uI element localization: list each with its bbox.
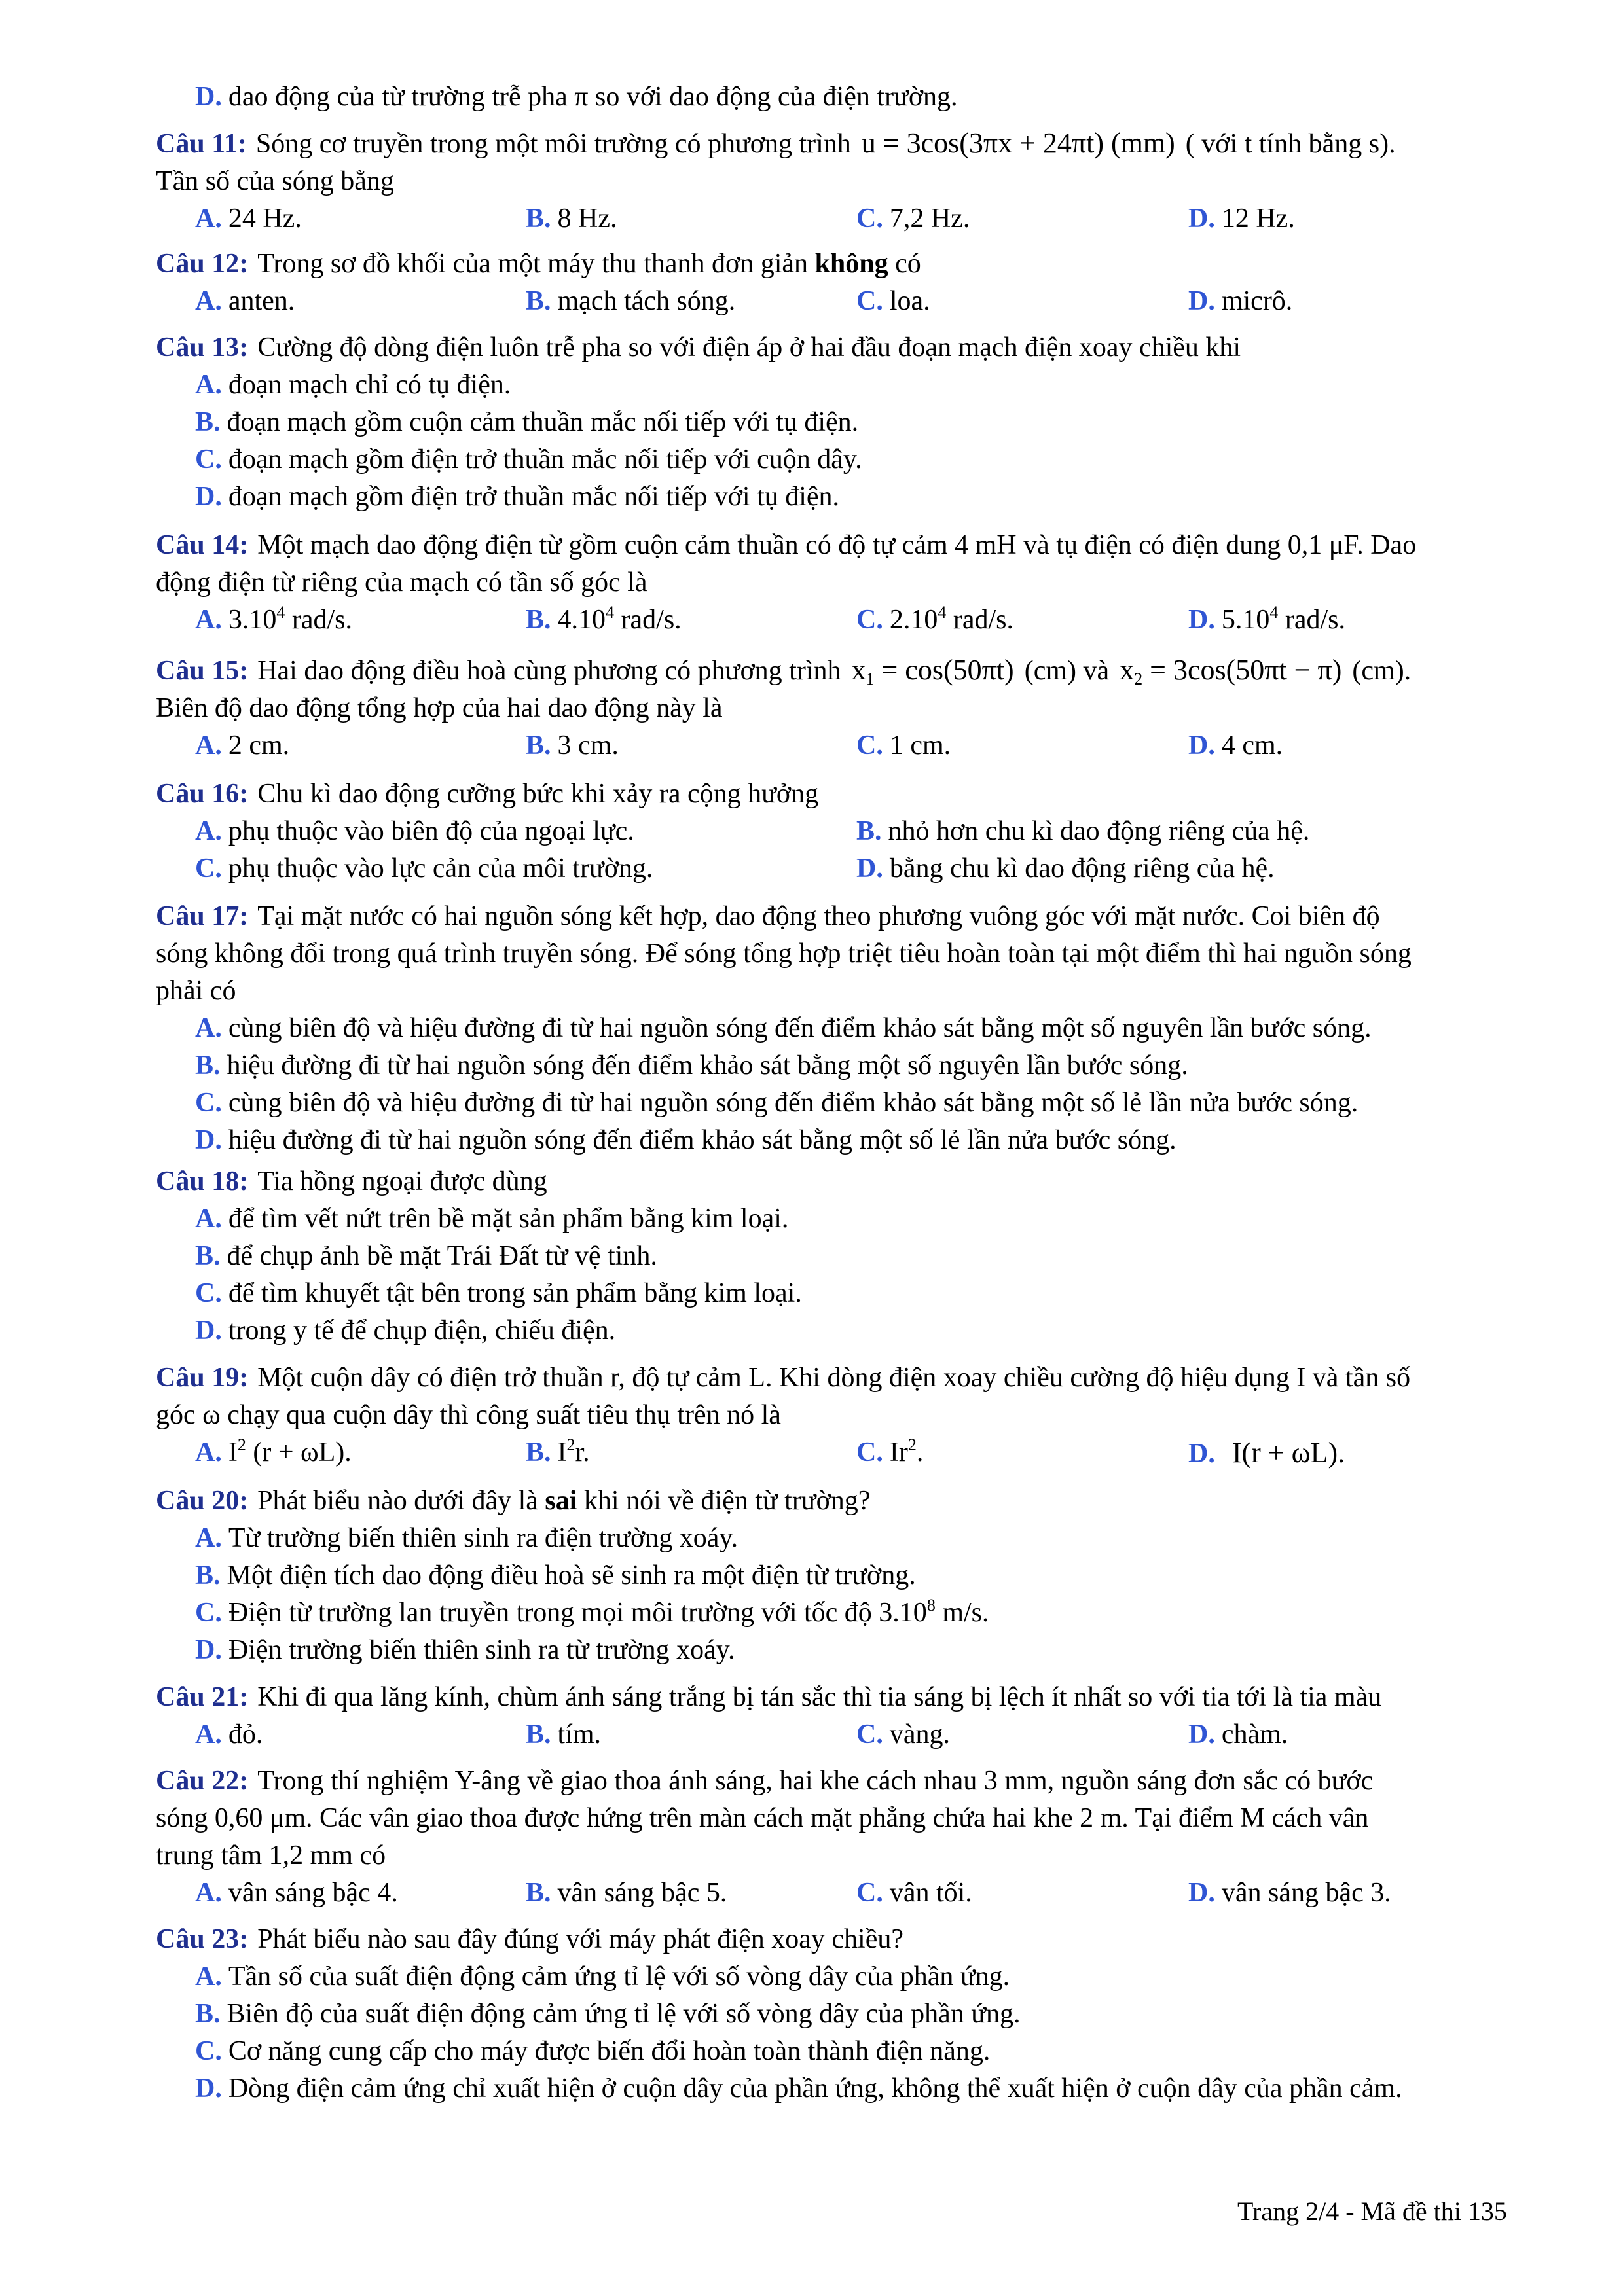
option-a	[195, 813, 634, 850]
options-row	[156, 813, 1554, 850]
text: 4	[938, 603, 947, 622]
text: A.	[195, 370, 222, 400]
question-number: Câu 16:	[156, 779, 249, 809]
text: đỏ.	[228, 1719, 263, 1749]
option-b	[526, 1874, 727, 1912]
text: C.	[856, 1878, 883, 1908]
question-number: Câu 11:	[156, 129, 247, 159]
option-d	[1188, 727, 1283, 764]
text: 4	[606, 603, 615, 622]
option-c	[156, 1085, 1554, 1122]
text: Hai dao động điều hoà cùng phương có phương trình	[257, 656, 841, 686]
question-12	[156, 245, 1554, 320]
option-b	[526, 283, 735, 320]
question-13	[156, 329, 1554, 516]
option-a	[195, 283, 295, 320]
question-text	[156, 245, 1554, 283]
text: ( với t tính bằng s).	[1185, 129, 1396, 159]
option-c	[856, 727, 951, 764]
text: bằng chu kì dao động riêng của hệ.	[889, 853, 1275, 884]
text: chàm.	[1221, 1719, 1288, 1749]
option-d	[1188, 1874, 1391, 1912]
option-c	[156, 1275, 1554, 1312]
text: B.	[526, 1437, 551, 1467]
text: động điện từ riêng của mạch có tần số góc là	[156, 567, 647, 598]
options-row	[156, 850, 1554, 888]
text: 4 cm.	[1221, 730, 1283, 761]
text: A.	[195, 1437, 222, 1467]
option-a	[195, 727, 289, 764]
text: để chụp ảnh bề mặt Trái Đất từ vệ tinh.	[227, 1241, 657, 1271]
text: Phát biểu nào dưới đây là	[257, 1486, 538, 1516]
text: C.	[195, 444, 222, 475]
text: vàng.	[889, 1719, 950, 1749]
text: B.	[526, 1878, 551, 1908]
text: đoạn mạch gồm cuộn cảm thuần mắc nối tiếp với tụ điện.	[227, 407, 859, 437]
question-text	[156, 124, 1554, 200]
question-number: Câu 21:	[156, 1682, 249, 1712]
text: m/s.	[935, 1598, 989, 1628]
text: C.	[856, 286, 883, 316]
text: trung tâm 1,2 mm có	[156, 1840, 386, 1871]
text: x	[1120, 654, 1135, 686]
text: B.	[526, 605, 551, 635]
formula-x2	[1109, 654, 1352, 689]
option-c	[156, 441, 1554, 478]
option-c	[156, 1594, 1554, 1632]
text: khi nói về điện từ trường?	[583, 1486, 871, 1516]
option-b	[156, 1557, 1554, 1594]
text: Dòng điện cảm ứng chỉ xuất hiện ở cuộn dây của phần ứng, không thể xuất hiện ở cuộn dây của phần cảm.	[228, 2073, 1402, 2104]
question-21	[156, 1679, 1554, 1753]
text: C.	[856, 1437, 883, 1467]
text: Khi đi qua lăng kính, chùm ánh sáng trắng bị tán sắc thì tia sáng bị lệch ít nhất so với tia tới là tia màu	[257, 1682, 1382, 1712]
option-a	[195, 601, 352, 639]
text: 12 Hz.	[1221, 204, 1295, 234]
text: C.	[856, 204, 883, 234]
text: B.	[195, 1050, 221, 1081]
question-number: Câu 19:	[156, 1363, 249, 1393]
text: I(r + ωL).	[1231, 1437, 1345, 1469]
text: D.	[195, 1316, 222, 1346]
text: sóng 0,60 μm. Các vân giao thoa được hứng trên màn cách mặt phẳng chứa hai khe 2 m. Tại điểm M cách vân	[156, 1803, 1369, 1833]
question-number: Câu 23:	[156, 1924, 249, 1954]
text: trong y tế để chụp điện, chiếu điện.	[228, 1316, 616, 1346]
text: = cos(50πt)	[874, 654, 1014, 686]
text: Tần số của suất điện động cảm ứng tỉ lệ với số vòng dây của phần ứng.	[228, 1962, 1010, 1992]
text: mạch tách sóng.	[557, 286, 736, 316]
text: rad/s.	[946, 605, 1013, 635]
option-c	[156, 2033, 1554, 2070]
option-b	[856, 813, 1309, 850]
text: Điện trường biến thiên sinh ra từ trường xoáy.	[228, 1635, 735, 1665]
option-a	[195, 1716, 263, 1753]
text: (cm).	[1352, 656, 1412, 686]
option-d	[1188, 283, 1292, 320]
question-text	[156, 651, 1554, 727]
text: loa.	[889, 286, 930, 316]
text: Một điện tích dao động điều hoà sẽ sinh ra một điện từ trường.	[227, 1560, 916, 1590]
question-number: Câu 20:	[156, 1486, 249, 1516]
question-text	[156, 527, 1554, 601]
options-row	[156, 200, 1554, 238]
text: góc ω chạy qua cuộn dây thì công suất tiêu thụ trên nó là	[156, 1400, 781, 1430]
text: C.	[195, 2036, 222, 2066]
question-text	[156, 329, 1554, 367]
emphasis: sai	[545, 1486, 577, 1516]
option-b	[156, 1238, 1554, 1275]
text: 2	[237, 1435, 246, 1454]
text: đoạn mạch chỉ có tụ điện.	[228, 370, 511, 400]
question-11	[156, 124, 1554, 238]
option-a	[156, 1200, 1554, 1238]
text: Tại mặt nước có hai nguồn sóng kết hợp, dao động theo phương vuông góc với mặt nước. Coi biên độ	[257, 901, 1380, 931]
options-row	[156, 1874, 1554, 1912]
text: để tìm vết nứt trên bề mặt sản phẩm bằng kim loại.	[228, 1204, 789, 1234]
text: đoạn mạch gồm điện trở thuần mắc nối tiếp với tụ điện.	[228, 482, 840, 512]
option-c	[856, 1716, 950, 1753]
option-a	[195, 200, 302, 238]
option-c	[856, 1874, 972, 1912]
text: D.	[1188, 605, 1215, 635]
text: 2 cm.	[228, 730, 290, 761]
option-d	[156, 2070, 1554, 2108]
text: C.	[195, 1278, 222, 1308]
option-d	[1188, 200, 1295, 238]
text: A.	[195, 1878, 222, 1908]
option-b	[156, 1047, 1554, 1085]
option-a	[195, 1434, 352, 1471]
text: r.	[575, 1437, 590, 1467]
text: C.	[195, 1598, 222, 1628]
text: Tia hồng ngoại được dùng	[257, 1166, 547, 1196]
options-row	[156, 601, 1554, 639]
text: C.	[195, 853, 222, 884]
text: D.	[195, 2073, 222, 2104]
question-number: Câu 17:	[156, 901, 249, 931]
option-b	[526, 200, 617, 238]
options-row	[156, 1434, 1554, 1471]
option-c	[195, 850, 653, 888]
text: vân tối.	[889, 1878, 972, 1908]
question-number: Câu 12:	[156, 249, 249, 279]
text: Biên độ của suất điện động cảm ứng tỉ lệ với số vòng dây của phần ứng.	[227, 1999, 1021, 2029]
text: sóng không đổi trong quá trình truyền sóng. Để sóng tổng hợp triệt tiêu hoàn toàn tại một điểm thì hai nguồn sóng	[156, 939, 1412, 969]
question-text	[156, 1163, 1554, 1200]
text: 4.10	[557, 605, 606, 635]
text: D.	[1188, 1439, 1215, 1469]
option-b	[526, 727, 619, 764]
text: Tần số của sóng bằng	[156, 166, 394, 196]
text: A.	[195, 1962, 222, 1992]
text: tím.	[557, 1719, 602, 1749]
text: hiệu đường đi từ hai nguồn sóng đến điểm khảo sát bằng một số lẻ lần nửa bước sóng.	[228, 1125, 1176, 1155]
text: Một cuộn dây có điện trở thuần r, độ tự cảm L. Khi dòng điện xoay chiều cường độ hiệu dụng I và tần số	[257, 1363, 1411, 1393]
question-text	[156, 1763, 1554, 1874]
options-row	[156, 1716, 1554, 1753]
option-b	[156, 1996, 1554, 2033]
option-letter: D.	[195, 82, 222, 112]
text: 4	[1269, 603, 1279, 622]
question-number: Câu 18:	[156, 1166, 249, 1196]
option-d	[1188, 1434, 1355, 1473]
text: B.	[195, 1241, 221, 1271]
question-number: Câu 14:	[156, 530, 249, 560]
page-footer: Trang 2/4 - Mã đề thi 135	[1237, 2197, 1507, 2226]
question-number: Câu 13:	[156, 332, 249, 363]
text: D.	[1188, 204, 1215, 234]
text: Chu kì dao động cưỡng bức khi xảy ra cộng hưởng	[257, 779, 819, 809]
text: B.	[195, 1999, 221, 2029]
text: 2	[1134, 670, 1143, 689]
option-a	[156, 1010, 1554, 1047]
text: D.	[195, 1125, 222, 1155]
option-b	[526, 601, 682, 639]
question-15	[156, 651, 1554, 764]
text: I	[228, 1437, 238, 1467]
text: rad/s.	[285, 605, 352, 635]
text: D.	[195, 1635, 222, 1665]
text: A.	[195, 816, 222, 846]
text: nhỏ hơn chu kì dao động riêng của hệ.	[888, 816, 1310, 846]
text: 3 cm.	[557, 730, 619, 761]
text: hiệu đường đi từ hai nguồn sóng đến điểm khảo sát bằng một số nguyên lần bước sóng.	[227, 1050, 1188, 1081]
text: rad/s.	[1278, 605, 1345, 635]
text: B.	[856, 816, 882, 846]
text: = 3cos(50πt − π)	[1142, 654, 1342, 686]
option-d	[1188, 1716, 1288, 1753]
text: 1 cm.	[889, 730, 951, 761]
text: C.	[856, 605, 883, 635]
question-19	[156, 1359, 1554, 1471]
text: Cường độ dòng điện luôn trễ pha so với điện áp ở hai đầu đoạn mạch điện xoay chiều khi	[257, 332, 1241, 363]
text: đoạn mạch gồm điện trở thuần mắc nối tiếp với cuộn dây.	[228, 444, 862, 475]
text: B.	[526, 286, 551, 316]
question-22	[156, 1763, 1554, 1912]
text: A.	[195, 1204, 222, 1234]
text: 2	[907, 1435, 917, 1454]
question-text	[156, 898, 1554, 1010]
text: Biên độ dao động tổng hợp của hai dao động này là	[156, 693, 723, 723]
text: A.	[195, 1523, 222, 1553]
option-d	[156, 1632, 1554, 1669]
text: 8 Hz.	[557, 204, 617, 234]
question-text	[156, 1482, 1554, 1520]
text: cùng biên độ và hiệu đường đi từ hai nguồn sóng đến điểm khảo sát bằng một số lẻ lần nửa bước sóng.	[228, 1088, 1359, 1118]
text: (r + ωL).	[246, 1437, 352, 1467]
text: C.	[856, 730, 883, 761]
text: phụ thuộc vào biên độ của ngoại lực.	[228, 816, 634, 846]
text: D.	[1188, 730, 1215, 761]
text: có	[895, 249, 921, 279]
text: D.	[856, 853, 883, 884]
text: A.	[195, 730, 222, 761]
text: A.	[195, 286, 222, 316]
text: 3.10	[228, 605, 277, 635]
option-c	[856, 1434, 923, 1471]
text: 7,2 Hz.	[889, 204, 970, 234]
text: phải có	[156, 976, 236, 1006]
text: để tìm khuyết tật bên trong sản phẩm bằng kim loại.	[228, 1278, 802, 1308]
text: 4	[276, 603, 285, 622]
option-a	[195, 1874, 398, 1912]
option-d	[856, 850, 1275, 888]
question-text	[156, 1359, 1554, 1434]
text: A.	[195, 605, 222, 635]
text: anten.	[228, 286, 295, 316]
options-row	[156, 283, 1554, 320]
text: Sóng cơ truyền trong một môi trường có phương trình	[255, 129, 851, 159]
text: vân sáng bậc 5.	[557, 1878, 727, 1908]
text: vân sáng bậc 3.	[1221, 1878, 1391, 1908]
question-text	[156, 1921, 1554, 1958]
question-18	[156, 1163, 1554, 1350]
text: A.	[195, 1013, 222, 1043]
text: cùng biên độ và hiệu đường đi từ hai nguồn sóng đến điểm khảo sát bằng một số nguyên lần bước sóng.	[228, 1013, 1372, 1043]
question-text	[156, 776, 1554, 813]
text: 5.10	[1221, 605, 1270, 635]
text: A.	[195, 204, 222, 234]
option-b	[526, 1434, 590, 1471]
option-b	[526, 1716, 601, 1753]
text: I	[557, 1437, 567, 1467]
q10-tail	[156, 79, 1554, 116]
option-c	[856, 283, 930, 320]
text: vân sáng bậc 4.	[228, 1878, 398, 1908]
text: 1	[866, 670, 875, 689]
text: rad/s.	[614, 605, 682, 635]
formula: u = 3cos(3πx + 24πt) (mm)	[861, 127, 1175, 159]
text: B.	[526, 1719, 551, 1749]
text: micrô.	[1221, 286, 1293, 316]
question-16	[156, 776, 1554, 888]
question-23	[156, 1921, 1554, 2108]
text: Phát biểu nào sau đây đúng với máy phát điện xoay chiều?	[257, 1924, 903, 1954]
text: .	[916, 1437, 924, 1467]
text: Từ trường biến thiên sinh ra điện trường xoáy.	[228, 1523, 739, 1553]
option-b	[156, 404, 1554, 441]
question-number: Câu 22:	[156, 1766, 249, 1796]
text: Cơ năng cung cấp cho máy được biến đổi hoàn toàn thành điện năng.	[228, 2036, 991, 2066]
option-d	[156, 478, 1554, 516]
option-a	[156, 367, 1554, 404]
text: B.	[195, 1560, 221, 1590]
text: D.	[195, 482, 222, 512]
question-20	[156, 1482, 1554, 1669]
text: 2.10	[889, 605, 938, 635]
text: C.	[856, 1719, 883, 1749]
options-row	[156, 727, 1554, 764]
text: D.	[1188, 1719, 1215, 1749]
text: Trong sơ đồ khối của một máy thu thanh đơn giản	[257, 249, 809, 279]
option-d	[1188, 601, 1345, 639]
option-d	[156, 1312, 1554, 1350]
text: 8	[926, 1596, 936, 1615]
option-c	[856, 200, 970, 238]
formula-x1	[841, 654, 1024, 689]
option-c	[856, 601, 1013, 639]
text: Trong thí nghiệm Y-âng về giao thoa ánh sáng, hai khe cách nhau 3 mm, nguồn sáng đơn sắc có bước	[257, 1766, 1374, 1796]
text: B.	[526, 730, 551, 761]
text: x	[851, 654, 866, 686]
text: D.	[1188, 286, 1215, 316]
text: Điện từ trường lan truyền trong mọi môi trường với tốc độ 3.10	[228, 1598, 927, 1628]
option-d	[156, 1122, 1554, 1159]
option-text: dao động của từ trường trễ pha π so với dao động của điện trường.	[228, 82, 958, 112]
question-17	[156, 898, 1554, 1159]
emphasis: không	[814, 249, 888, 279]
text: D.	[1188, 1878, 1215, 1908]
text: B.	[195, 407, 221, 437]
option-a	[156, 1520, 1554, 1557]
option-a	[156, 1958, 1554, 1996]
question-text	[156, 1679, 1554, 1716]
text: B.	[526, 204, 551, 234]
text: Một mạch dao động điện từ gồm cuộn cảm thuần có độ tự cảm 4 mH và tụ điện có điện dung 0,1 μF. Dao	[257, 530, 1417, 560]
text: (cm) và	[1024, 656, 1110, 686]
text: phụ thuộc vào lực cản của môi trường.	[228, 853, 653, 884]
text: C.	[195, 1088, 222, 1118]
text: 24 Hz.	[228, 204, 302, 234]
text: Ir	[889, 1437, 908, 1467]
question-number: Câu 15:	[156, 656, 249, 686]
text: A.	[195, 1719, 222, 1749]
text: 2	[566, 1435, 575, 1454]
question-14	[156, 527, 1554, 639]
